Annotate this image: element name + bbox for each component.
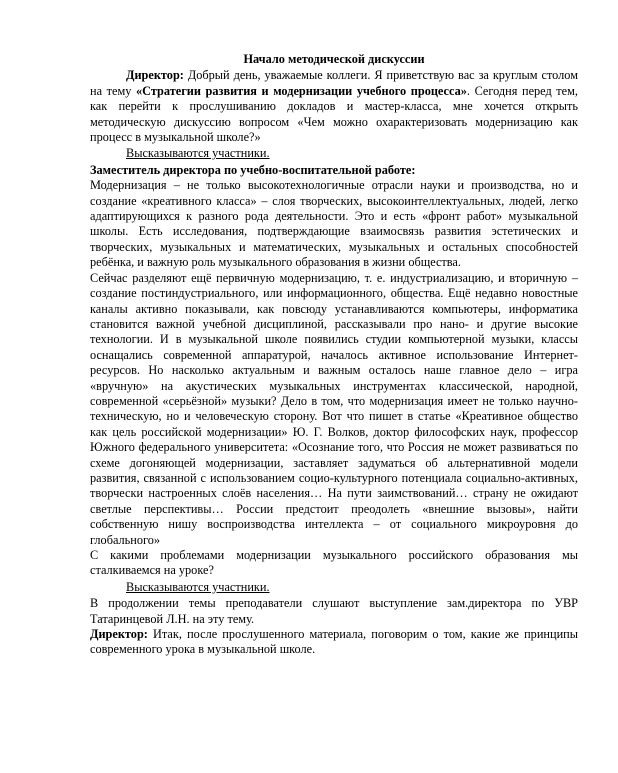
director-closing-paragraph: [90, 627, 578, 658]
document-title: Начало методической дискуссии: [243, 52, 425, 66]
modernization-types-paragraph: Сейчас разделяют ещё первичную модернизацию, т. е. индустриализацию, и вторичную – создание постиндустриального, или информационного, общества. Ещё недавно новостные каналы активно показывали, как повсюду устанавливаются компьютеры, информатика становится важной учебной дисциплиной, рассказывали про нано- и другие высокие технологии. И в музыкальной школе появились студии компьютерной музыки, классы оснащались современной аппаратурой, началось активное использование Интернет-ресурсов. Но насколько актуальным и важным осталось наше главное дело – игра «вручную» на акустических музыкальных инструментах классической, народной, современной «серьёзной» музыки? Дело в том, что модернизация имеет не только научно-техническую, но и человеческую сторону. Вот что пишет в статье «Креативное общество как цель российской модернизации» Ю. Г. Волков, доктор философских наук, профессор Южного федерального университета: «Осознание того, что Россия не может развиваться по схеме догоняющей модернизации, заставляет задуматься об альтернативной модели развития, связанной с использованием социо-культурного потенциала социально-активных, творчески настроенных слоёв населения… На пути заимствований… страну не ожидают светлые перспективы… России предстоит преодолеть «внешние вызовы», найти собственную нишу воспроизводства интеллекта – от социального микроуровня до глобального»: [90, 270, 578, 547]
continuation-paragraph: В продолжении темы преподаватели слушают выступление зам.директора по УВР Татаринцевой Л.Н. на эту тему.: [90, 596, 578, 626]
problems-question-paragraph: С какими проблемами модернизации музыкального российского образования мы сталкиваемся на уроке?: [90, 548, 578, 578]
participants-remark: Высказываются участники.: [126, 146, 270, 161]
speaker-director: Директор:: [126, 68, 184, 83]
speaker-director-closing: Директор:: [90, 627, 148, 642]
modernization-paragraph: Модернизация – не только высокотехнологичные отрасли науки и производства, но и создание «креативного класса» – слоя творческих, высокоинтеллектуальных, людей, легко адаптирующихся к разного рода деятельности. Это и есть «фронт работ» музыкальной школы. Есть исследования, подтверждающие взаимосвязь развития эстетических и творческих, музыкальных и математических, музыкальных и остальных способностей ребёнка, и важную роль музыкального образования в жизни общества.: [90, 178, 578, 270]
closing-text: Итак, после прослушенного материала, поговорим о том, какие же принципы современного урока в музыкальной школе.: [90, 627, 578, 657]
document-page: [90, 52, 578, 658]
opening-text-end: . Сегодня перед тем, как перейти к прослушиванию докладов и мастер-класса, мне хочется открыть методическую дискуссию вопросом «Чем можно охарактеризовать модернизацию как процесс в музыкальной школе?»: [90, 83, 578, 145]
opening-text-start: Добрый день, уважаемые коллеги. Я приветствую вас за круглым столом на тему: [90, 68, 578, 98]
round-table-topic: «Стратегии развития и модернизации учебного процесса»: [135, 83, 467, 98]
director-opening-paragraph: [90, 68, 578, 145]
deputy-director-heading: Заместитель директора по учебно-воспитательной работе:: [90, 162, 416, 177]
participants-remark-2: Высказываются участники.: [126, 579, 270, 594]
